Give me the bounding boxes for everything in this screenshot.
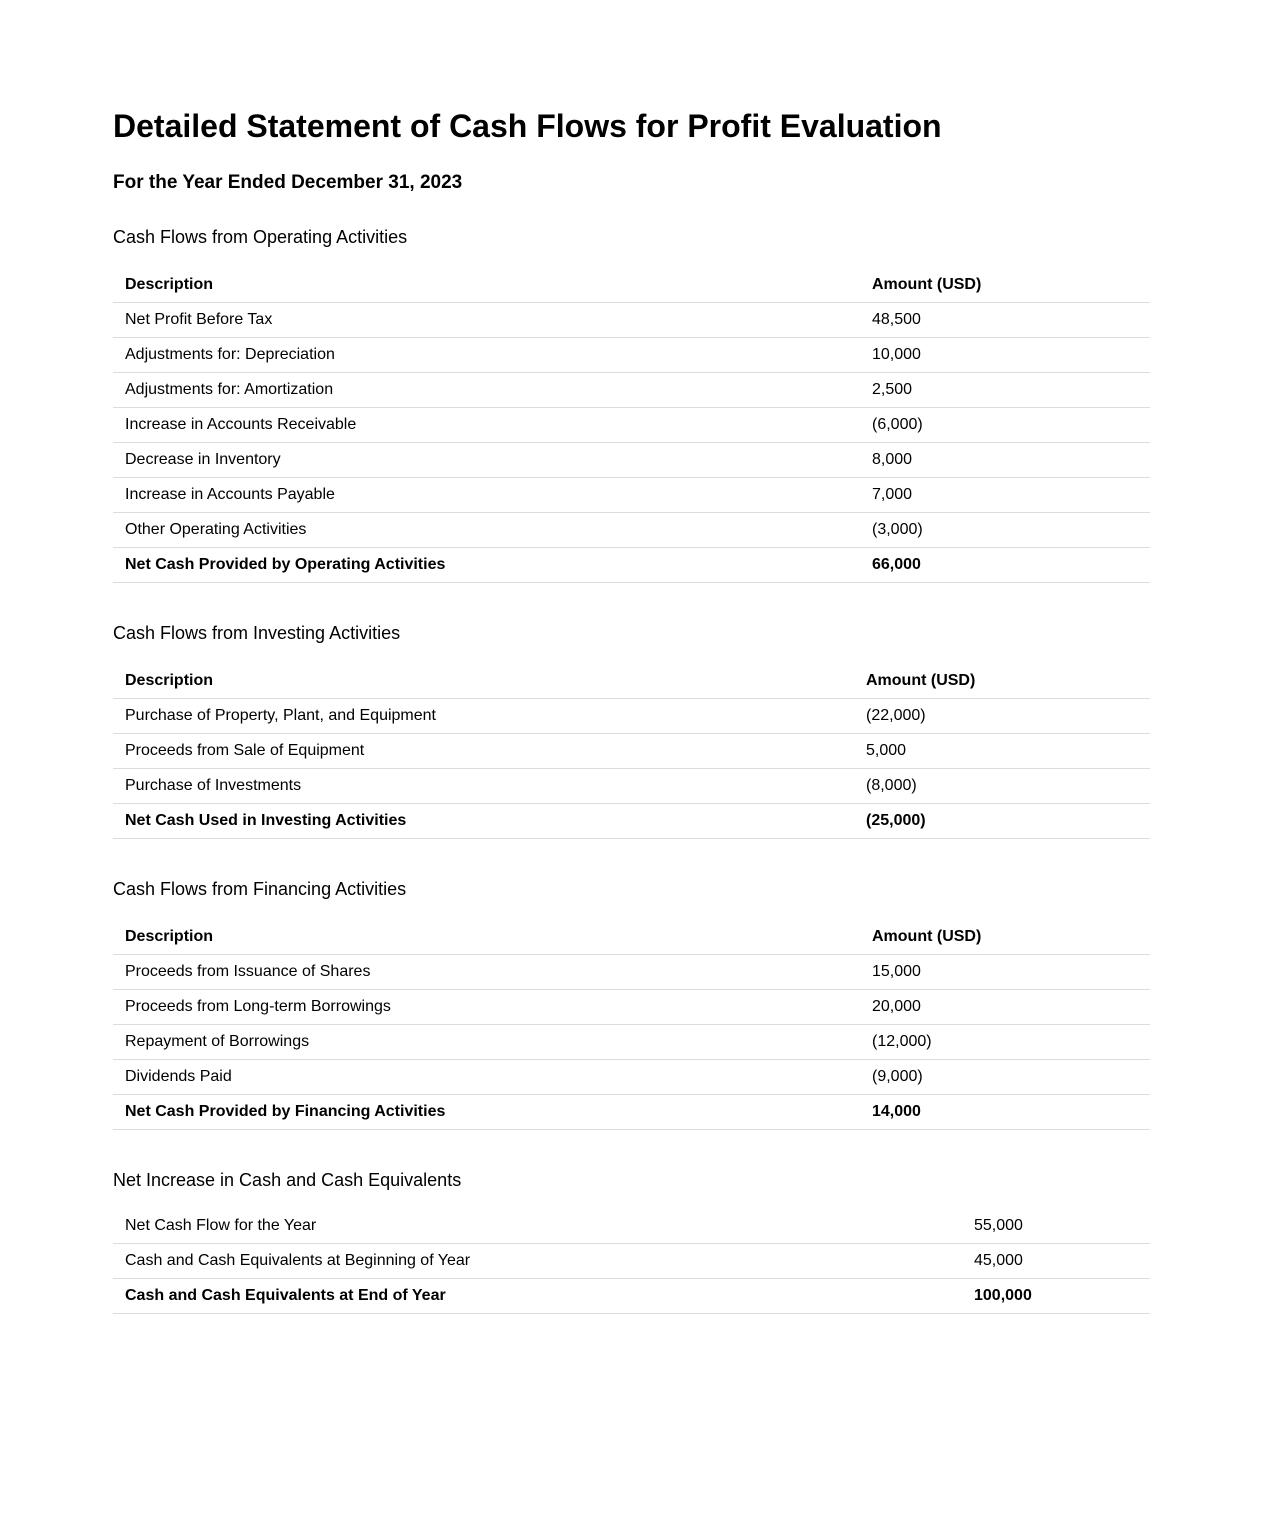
total-amount: 66,000: [860, 548, 1150, 583]
page-title: Detailed Statement of Cash Flows for Profit Evaluation: [113, 108, 942, 144]
column-header-amount: Amount (USD): [860, 268, 1150, 303]
financing-total-row: [113, 1095, 1150, 1130]
row-amount: (9,000): [860, 1060, 1150, 1095]
table-row: [113, 1244, 1150, 1279]
row-amount: 55,000: [962, 1209, 1150, 1244]
table-row: [113, 338, 1150, 373]
row-description: Adjustments for: Depreciation: [113, 338, 860, 373]
row-amount: 7,000: [860, 478, 1150, 513]
table-row: [113, 699, 1150, 734]
financing-table: [113, 920, 1150, 1130]
row-description: Decrease in Inventory: [113, 443, 860, 478]
table-row: [113, 408, 1150, 443]
row-amount: 10,000: [860, 338, 1150, 373]
row-amount: (8,000): [854, 769, 1150, 804]
table-row: [113, 769, 1150, 804]
net-increase-table: [113, 1209, 1150, 1314]
table-row: [113, 443, 1150, 478]
row-amount: 15,000: [860, 955, 1150, 990]
investing-total-row: [113, 804, 1150, 839]
table-row: [113, 513, 1150, 548]
row-description: Adjustments for: Amortization: [113, 373, 860, 408]
row-description: Net Cash Flow for the Year: [113, 1209, 962, 1244]
table-row: [113, 990, 1150, 1025]
table-row: [113, 303, 1150, 338]
row-amount: 20,000: [860, 990, 1150, 1025]
column-header-description: Description: [113, 664, 854, 699]
table-row: [113, 373, 1150, 408]
row-amount: (12,000): [860, 1025, 1150, 1060]
row-amount: 5,000: [854, 734, 1150, 769]
row-description: Purchase of Investments: [113, 769, 854, 804]
operating-table: [113, 268, 1150, 583]
total-description: Cash and Cash Equivalents at End of Year: [113, 1279, 962, 1314]
investing-table: [113, 664, 1150, 839]
column-header-amount: Amount (USD): [860, 920, 1150, 955]
net-increase-total-row: [113, 1279, 1150, 1314]
total-description: Net Cash Used in Investing Activities: [113, 804, 854, 839]
operating-total-row: [113, 548, 1150, 583]
page-subtitle: For the Year Ended December 31, 2023: [113, 172, 463, 193]
row-amount: (22,000): [854, 699, 1150, 734]
column-header-description: Description: [113, 920, 860, 955]
financing-section-title: Cash Flows from Financing Activities: [113, 879, 407, 899]
table-header-row: [113, 920, 1150, 955]
row-amount: 48,500: [860, 303, 1150, 338]
total-amount: 14,000: [860, 1095, 1150, 1130]
operating-section-title: Cash Flows from Operating Activities: [113, 227, 408, 247]
row-amount: (3,000): [860, 513, 1150, 548]
row-description: Purchase of Property, Plant, and Equipment: [113, 699, 854, 734]
row-description: Proceeds from Sale of Equipment: [113, 734, 854, 769]
row-description: Dividends Paid: [113, 1060, 860, 1095]
row-description: Increase in Accounts Payable: [113, 478, 860, 513]
table-row: [113, 1025, 1150, 1060]
table-row: [113, 1060, 1150, 1095]
column-header-description: Description: [113, 268, 860, 303]
row-description: Other Operating Activities: [113, 513, 860, 548]
row-description: Increase in Accounts Receivable: [113, 408, 860, 443]
total-description: Net Cash Provided by Operating Activities: [113, 548, 860, 583]
row-description: Repayment of Borrowings: [113, 1025, 860, 1060]
row-amount: (6,000): [860, 408, 1150, 443]
row-description: Net Profit Before Tax: [113, 303, 860, 338]
table-row: [113, 955, 1150, 990]
row-amount: 2,500: [860, 373, 1150, 408]
total-description: Net Cash Provided by Financing Activities: [113, 1095, 860, 1130]
total-amount: 100,000: [962, 1279, 1150, 1314]
row-description: Cash and Cash Equivalents at Beginning of Year: [113, 1244, 962, 1279]
table-row: [113, 478, 1150, 513]
table-header-row: [113, 268, 1150, 303]
row-amount: 8,000: [860, 443, 1150, 478]
total-amount: (25,000): [854, 804, 1150, 839]
row-amount: 45,000: [962, 1244, 1150, 1279]
row-description: Proceeds from Issuance of Shares: [113, 955, 860, 990]
column-header-amount: Amount (USD): [854, 664, 1150, 699]
investing-section-title: Cash Flows from Investing Activities: [113, 623, 401, 643]
table-header-row: [113, 664, 1150, 699]
table-row: [113, 1209, 1150, 1244]
statement-page: [113, 0, 1150, 1314]
net-increase-section-title: Net Increase in Cash and Cash Equivalents: [113, 1170, 462, 1190]
table-row: [113, 734, 1150, 769]
row-description: Proceeds from Long-term Borrowings: [113, 990, 860, 1025]
